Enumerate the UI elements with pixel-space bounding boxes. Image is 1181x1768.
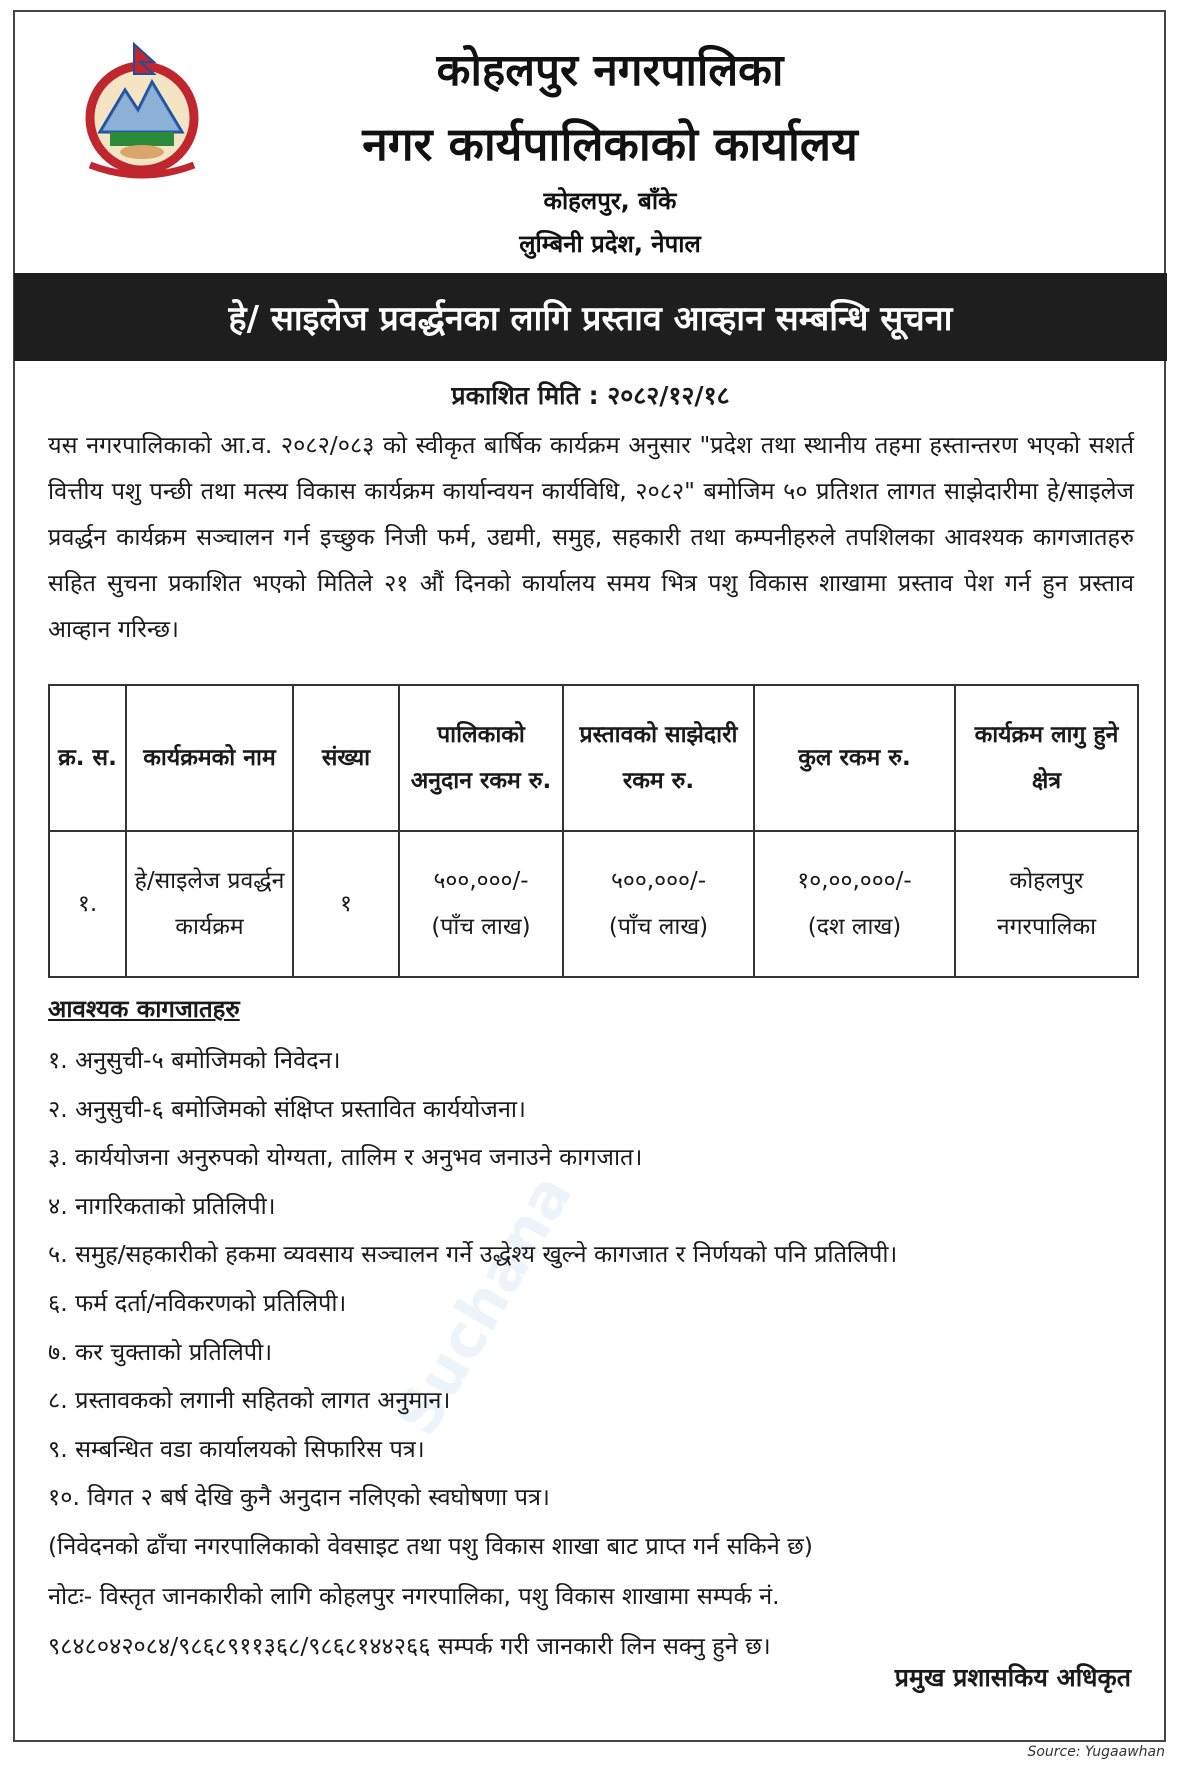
total-amount: १०,००,०००/- [797,868,912,894]
header-count: संख्या [293,685,399,831]
form-note: (निवेदनको ढाँचा नगरपालिकाको वेवसाइट तथा पशु विकास शाखा बाट प्राप्त गर्न सकिने छ) [48,1532,813,1560]
municipality-name: कोहलपुर नगरपालिका [436,45,784,96]
list-item: ३. कार्ययोजना अनुरुपको योग्यता, तालिम र अनुभव जनाउने कागजात। [48,1143,643,1172]
notice-title: हे/ साइलेज प्रवर्द्धनका लागि प्रस्ताव आव्हान सम्बन्धि सूचना [14,273,1167,361]
office-location: कोहलपुर, बाँके [543,187,677,215]
published-date: प्रकाशित मिति : २०८२/१२/१८ [451,381,730,410]
header-program-name: कार्यक्रमको नाम [126,685,293,831]
source-credit: Source: Yugaawhan [1027,1744,1165,1760]
signatory-title: प्रमुख प्रशासकिय अधिकृत [894,1663,1131,1692]
cell-share [563,831,754,977]
notice-body: यस नगरपालिकाको आ.व. २०८२/०८३ को स्वीकृत बार्षिक कार्यक्रम अनुसार "प्रदेश तथा स्थानीय तहमा हस्तान्तरण भएको सशर्त वित्तीय पशु पन्छी तथा मत्स्य विकास कार्यक्रम कार्यान्वयन कार्यविधि, २०८२" बमोजिम ५० प्रतिशत लागत साझेदारीमा हे/साइलेज प्रवर्द्धन कार्यक्रम सञ्चालन गर्न इच्छुक निजी फर्म, उद्यमी, समुह, सहकारी तथा कम्पनीहरुले तपशिलका आवश्यक कागजातहरु सहित सुचना प्रकाशित भएको मितिले २१ औं दिनको कार्यालय समय भित्र पशु विकास शाखामा प्रस्ताव पेश गर्न हुन प्रस्ताव आव्हान गरिन्छ। [48,431,1134,643]
list-item: ७. कर चुक्ताको प्रतिलिपी। [48,1337,273,1366]
cell-sn: १. [49,831,126,977]
total-words: (दश लाख) [807,914,902,940]
list-item: १. अनुसुची-५ बमोजिमको निवेदन। [48,1046,341,1074]
list-item: ५. समुह/सहकारीको हकमा व्यवसाय सञ्चालन गर्ने उद्धेश्य खुल्ने कागजात र निर्णयको पनि प्रतिलिपी। [48,1240,898,1269]
share-amount: ५००,०००/- [610,868,707,894]
list-item: ६. फर्म दर्ता/नविकरणको प्रतिलिपी। [48,1288,347,1317]
office-province: लुम्बिनी प्रदेश, नेपाल [519,230,701,258]
cell-area: कोहलपुर नगरपालिका [955,831,1138,977]
cell-program-name: हे/साइलेज प्रवर्द्धन कार्यक्रम [126,831,293,977]
contact-note-line1: नोटः- विस्तृत जानकारीको लागि कोहलपुर नगरपालिका, पशु विकास शाखामा सम्पर्क नं. [48,1582,780,1610]
cell-total [754,831,955,977]
office-name: नगर कार्यपालिकाको कार्यालय [362,117,858,171]
header-sn: क्र. स. [49,685,126,831]
header-share: प्रस्तावको साझेदारी रकम रु. [563,685,754,831]
share-words: (पाँच लाख) [608,914,709,940]
nepal-emblem-icon [70,40,215,180]
grant-words: (पाँच लाख) [431,914,531,940]
contact-note-line2: ९८४८०४२०८४/९८६८९११३६८/९८६८१४४२६६ सम्पर्क गरी जानकारी लिन सक्नु हुने छ। [48,1632,771,1660]
list-item: १०. विगत २ बर्ष देखि कुनै अनुदान नलिएको स्वघोषणा पत्र। [48,1483,550,1512]
header-total: कुल रकम रु. [754,685,955,831]
header-area: कार्यक्रम लागु हुने क्षेत्र [955,685,1138,831]
header-grant: पालिकाको अनुदान रकम रु. [399,685,563,831]
requirements-list [48,1036,1148,1522]
table-row [49,831,1138,977]
cell-grant [399,831,563,977]
requirements-heading: आवश्यक कागजातहरु [48,995,240,1023]
list-item: ९. सम्बन्धित वडा कार्यालयको सिफारिस पत्र। [48,1434,425,1463]
program-table [48,684,1139,978]
footnotes [48,1521,1148,1671]
watermark: Suchana [381,1162,587,1448]
list-item: ४. नागरिकताको प्रतिलिपी। [48,1191,276,1220]
list-item: २. अनुसुची-६ बमोजिमको संक्षिप्त प्रस्तावित कार्ययोजना। [48,1094,526,1123]
table-header-row [49,685,1138,831]
cell-count: १ [293,831,399,977]
grant-amount: ५००,०००/- [433,868,529,894]
list-item: ८. प्रस्तावकको लगानी सहितको लागत अनुमान। [48,1386,451,1415]
